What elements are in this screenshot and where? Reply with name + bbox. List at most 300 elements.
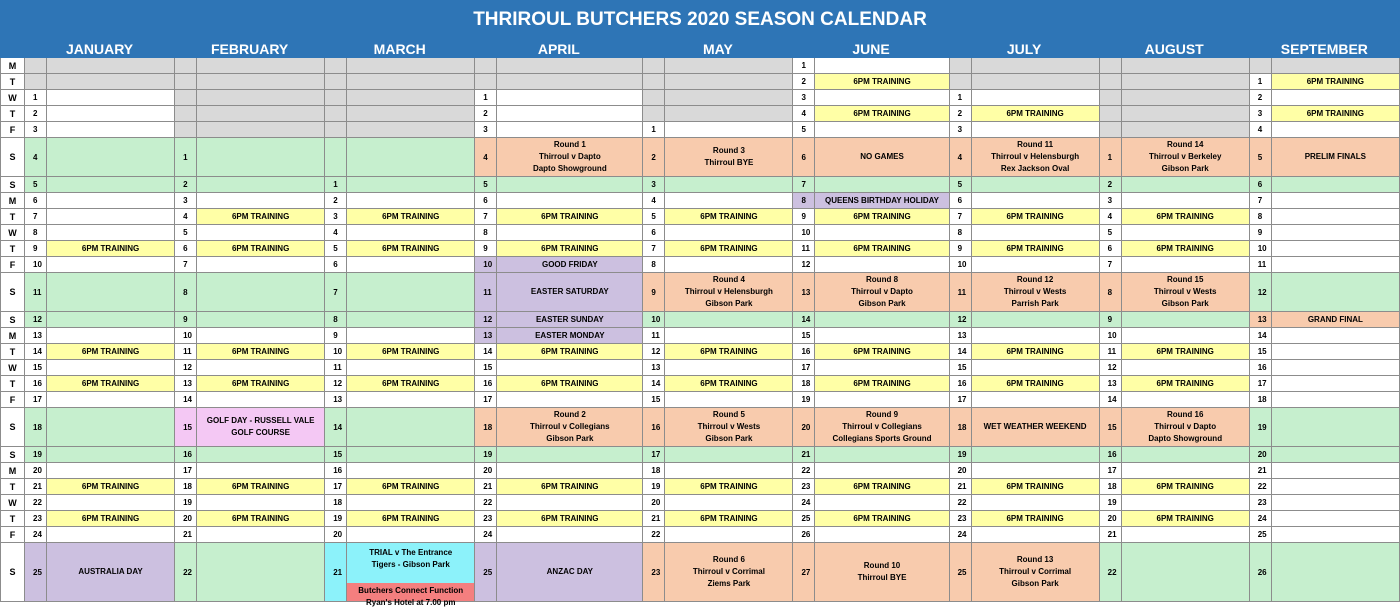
event-cell — [815, 122, 949, 138]
event-cell: NO GAMES — [815, 138, 949, 177]
event-cell — [197, 543, 325, 602]
event-cell: 6PM TRAINING — [497, 209, 643, 225]
day-number: 22 — [949, 495, 971, 511]
day-number: 16 — [793, 344, 815, 360]
day-number: 11 — [25, 273, 47, 312]
event-cell — [1271, 392, 1399, 408]
day-number — [325, 138, 347, 177]
day-number: 19 — [643, 479, 665, 495]
day-number: 4 — [793, 106, 815, 122]
event-cell: 6PM TRAINING — [1271, 106, 1399, 122]
day-number: 23 — [949, 511, 971, 527]
day-number — [175, 90, 197, 106]
day-number: 15 — [25, 360, 47, 376]
header-corner — [1, 41, 25, 58]
event-cell: Round 2 Thirroul v Collegians Gibson Park — [497, 408, 643, 447]
day-number: 24 — [793, 495, 815, 511]
day-number: 18 — [1249, 392, 1271, 408]
day-number: 17 — [475, 392, 497, 408]
event-cell — [47, 193, 175, 209]
event-cell: 6PM TRAINING — [1121, 209, 1249, 225]
day-number: 2 — [325, 193, 347, 209]
day-number: 25 — [949, 543, 971, 602]
month-header-row — [1, 41, 1400, 58]
day-number — [25, 74, 47, 90]
event-cell — [197, 312, 325, 328]
month-header-august: AUGUST — [1099, 41, 1249, 58]
day-number: 6 — [325, 257, 347, 273]
event-cell — [815, 90, 949, 106]
event-cell — [1121, 90, 1249, 106]
event-cell — [47, 106, 175, 122]
day-number: 23 — [25, 511, 47, 527]
day-number: 15 — [949, 360, 971, 376]
day-number: 21 — [643, 511, 665, 527]
event-cell: Round 14 Thirroul v Berkeley Gibson Park — [1121, 138, 1249, 177]
event-cell — [971, 360, 1099, 376]
month-header-january: JANUARY — [25, 41, 175, 58]
event-cell: 6PM TRAINING — [347, 376, 475, 392]
event-cell — [1121, 74, 1249, 90]
day-number: 5 — [1099, 225, 1121, 241]
event-cell: 6PM TRAINING — [347, 344, 475, 360]
day-number: 24 — [949, 527, 971, 543]
event-cell — [1121, 257, 1249, 273]
day-number: 15 — [793, 328, 815, 344]
day-number: 13 — [475, 328, 497, 344]
event-cell — [347, 122, 475, 138]
day-number: 7 — [793, 177, 815, 193]
day-number: 16 — [475, 376, 497, 392]
calendar-row — [1, 122, 1400, 138]
day-number: 8 — [475, 225, 497, 241]
event-cell — [1121, 543, 1249, 602]
day-number: 6 — [793, 138, 815, 177]
day-number: 10 — [793, 225, 815, 241]
event-cell — [1121, 225, 1249, 241]
day-number: 17 — [325, 479, 347, 495]
event-cell — [815, 58, 949, 74]
day-number: 5 — [175, 225, 197, 241]
day-number — [1099, 90, 1121, 106]
day-number: 10 — [475, 257, 497, 273]
event-cell: AUSTRALIA DAY — [47, 543, 175, 602]
calendar-row — [1, 511, 1400, 527]
day-number: 11 — [949, 273, 971, 312]
day-number — [325, 90, 347, 106]
event-cell — [1271, 360, 1399, 376]
day-number: 14 — [475, 344, 497, 360]
event-cell — [197, 447, 325, 463]
event-cell: 6PM TRAINING — [665, 511, 793, 527]
event-cell — [1271, 463, 1399, 479]
event-cell: 6PM TRAINING — [197, 344, 325, 360]
event-cell — [347, 138, 475, 177]
event-cell: 6PM TRAINING — [815, 209, 949, 225]
event-cell — [47, 209, 175, 225]
event-cell — [815, 495, 949, 511]
day-number: 5 — [325, 241, 347, 257]
calendar-row — [1, 241, 1400, 257]
event-cell — [1271, 193, 1399, 209]
event-cell: 6PM TRAINING — [47, 344, 175, 360]
event-cell — [347, 74, 475, 90]
event-cell — [197, 328, 325, 344]
event-cell — [1271, 511, 1399, 527]
day-number: 20 — [325, 527, 347, 543]
day-number: 18 — [325, 495, 347, 511]
day-number: 4 — [1099, 209, 1121, 225]
day-number: 14 — [949, 344, 971, 360]
event-cell — [1271, 495, 1399, 511]
event-cell — [665, 495, 793, 511]
weekday-label: T — [1, 344, 25, 360]
day-number: 16 — [1099, 447, 1121, 463]
day-number: 3 — [25, 122, 47, 138]
weekday-label: T — [1, 511, 25, 527]
weekday-label: T — [1, 241, 25, 257]
day-number: 8 — [949, 225, 971, 241]
day-number: 19 — [1099, 495, 1121, 511]
day-number: 1 — [1099, 138, 1121, 177]
day-number — [475, 58, 497, 74]
day-number: 26 — [1249, 543, 1271, 602]
day-number: 2 — [643, 138, 665, 177]
day-number: 11 — [1099, 344, 1121, 360]
event-cell: 6PM TRAINING — [497, 479, 643, 495]
event-cell: PRELIM FINALS — [1271, 138, 1399, 177]
event-cell — [1121, 58, 1249, 74]
event-cell — [665, 392, 793, 408]
day-number: 23 — [1249, 495, 1271, 511]
event-cell — [347, 463, 475, 479]
calendar-row — [1, 106, 1400, 122]
day-number: 2 — [175, 177, 197, 193]
day-number: 21 — [325, 543, 347, 602]
day-number: 15 — [175, 408, 197, 447]
day-number: 3 — [949, 122, 971, 138]
event-cell — [347, 408, 475, 447]
event-cell: 6PM TRAINING — [497, 241, 643, 257]
event-cell — [497, 74, 643, 90]
day-number: 4 — [25, 138, 47, 177]
day-number: 17 — [1249, 376, 1271, 392]
event-cell — [815, 527, 949, 543]
day-number: 24 — [25, 527, 47, 543]
day-number — [1099, 122, 1121, 138]
day-number — [25, 58, 47, 74]
event-cell — [665, 225, 793, 241]
event-cell: 6PM TRAINING — [665, 376, 793, 392]
event-cell — [971, 392, 1099, 408]
day-number — [175, 74, 197, 90]
event-cell — [1121, 193, 1249, 209]
event-cell — [497, 193, 643, 209]
weekday-label: M — [1, 193, 25, 209]
event-cell: 6PM TRAINING — [971, 376, 1099, 392]
day-number: 13 — [25, 328, 47, 344]
event-cell — [1271, 241, 1399, 257]
day-number: 7 — [643, 241, 665, 257]
day-number: 10 — [1249, 241, 1271, 257]
calendar-row — [1, 273, 1400, 312]
event-cell — [665, 122, 793, 138]
calendar-row — [1, 392, 1400, 408]
day-number: 9 — [25, 241, 47, 257]
event-cell — [1121, 122, 1249, 138]
day-number: 18 — [1099, 479, 1121, 495]
day-number: 6 — [1099, 241, 1121, 257]
day-number: 11 — [325, 360, 347, 376]
day-number: 2 — [1099, 177, 1121, 193]
day-number — [643, 74, 665, 90]
day-number: 11 — [475, 273, 497, 312]
event-cell — [347, 90, 475, 106]
calendar-row — [1, 312, 1400, 328]
day-number: 6 — [175, 241, 197, 257]
day-number: 20 — [949, 463, 971, 479]
event-cell — [1271, 225, 1399, 241]
day-number: 16 — [949, 376, 971, 392]
event-cell: 6PM TRAINING — [815, 241, 949, 257]
event-cell — [1271, 376, 1399, 392]
event-cell: 6PM TRAINING — [1121, 241, 1249, 257]
event-cell: Round 15 Thirroul v Wests Gibson Park — [1121, 273, 1249, 312]
day-number: 3 — [793, 90, 815, 106]
event-cell — [971, 177, 1099, 193]
event-cell — [47, 447, 175, 463]
day-number: 5 — [25, 177, 47, 193]
month-header-july: JULY — [949, 41, 1099, 58]
event-cell — [347, 273, 475, 312]
day-number: 20 — [793, 408, 815, 447]
event-cell — [971, 328, 1099, 344]
day-number: 21 — [475, 479, 497, 495]
event-cell — [197, 177, 325, 193]
day-number: 16 — [25, 376, 47, 392]
day-number: 9 — [475, 241, 497, 257]
event-cell: 6PM TRAINING — [971, 479, 1099, 495]
weekday-label: S — [1, 138, 25, 177]
day-number: 12 — [325, 376, 347, 392]
event-cell — [971, 495, 1099, 511]
event-cell: QUEENS BIRTHDAY HOLIDAY — [815, 193, 949, 209]
day-number: 6 — [1249, 177, 1271, 193]
event-cell — [665, 90, 793, 106]
event-cell: 6PM TRAINING — [197, 376, 325, 392]
day-number: 13 — [949, 328, 971, 344]
event-cell — [197, 273, 325, 312]
weekday-label: F — [1, 527, 25, 543]
calendar-row — [1, 90, 1400, 106]
event-cell — [1271, 122, 1399, 138]
event-cell — [347, 392, 475, 408]
day-number: 25 — [25, 543, 47, 602]
event-cell: 6PM TRAINING — [47, 241, 175, 257]
event-cell — [1121, 328, 1249, 344]
event-cell: 6PM TRAINING — [815, 511, 949, 527]
day-number: 8 — [175, 273, 197, 312]
day-number: 5 — [475, 177, 497, 193]
event-cell — [971, 74, 1099, 90]
event-cell: 6PM TRAINING — [971, 209, 1099, 225]
event-cell — [971, 447, 1099, 463]
day-number: 10 — [325, 344, 347, 360]
event-cell — [347, 447, 475, 463]
day-number — [325, 74, 347, 90]
day-number: 19 — [793, 392, 815, 408]
event-cell: 6PM TRAINING — [815, 74, 949, 90]
event-cell — [1121, 360, 1249, 376]
weekday-label: T — [1, 106, 25, 122]
weekday-label: F — [1, 392, 25, 408]
day-number: 7 — [1249, 193, 1271, 209]
day-number: 3 — [475, 122, 497, 138]
day-number: 24 — [475, 527, 497, 543]
day-number — [949, 58, 971, 74]
weekday-label: S — [1, 273, 25, 312]
event-cell — [971, 122, 1099, 138]
event-cell — [1271, 177, 1399, 193]
weekday-label: M — [1, 463, 25, 479]
day-number: 5 — [643, 209, 665, 225]
event-cell: Round 8 Thirroul v Dapto Gibson Park — [815, 273, 949, 312]
day-number — [643, 106, 665, 122]
event-cell — [47, 138, 175, 177]
day-number: 14 — [325, 408, 347, 447]
day-number: 6 — [475, 193, 497, 209]
event-cell: 6PM TRAINING — [665, 344, 793, 360]
day-number: 17 — [643, 447, 665, 463]
day-number: 7 — [475, 209, 497, 225]
event-cell — [347, 257, 475, 273]
day-number: 19 — [25, 447, 47, 463]
calendar-row — [1, 360, 1400, 376]
event-cell: 6PM TRAINING — [347, 479, 475, 495]
event-cell: 6PM TRAINING — [347, 209, 475, 225]
day-number: 2 — [793, 74, 815, 90]
day-number: 20 — [475, 463, 497, 479]
day-number: 4 — [325, 225, 347, 241]
event-cell — [971, 90, 1099, 106]
day-number: 5 — [793, 122, 815, 138]
day-number: 21 — [1099, 527, 1121, 543]
event-cell — [47, 257, 175, 273]
event-cell — [47, 225, 175, 241]
calendar-row — [1, 74, 1400, 90]
event-cell — [665, 328, 793, 344]
day-number: 21 — [25, 479, 47, 495]
day-number: 1 — [325, 177, 347, 193]
month-header-may: MAY — [643, 41, 793, 58]
event-cell — [497, 122, 643, 138]
event-cell — [1121, 106, 1249, 122]
day-number: 19 — [175, 495, 197, 511]
day-number: 20 — [1099, 511, 1121, 527]
day-number: 25 — [793, 511, 815, 527]
day-number: 13 — [1249, 312, 1271, 328]
march-function-event: Butchers Connect Function Ryan's Hotel at 7.00 pm — [347, 583, 474, 601]
day-number: 11 — [793, 241, 815, 257]
day-number: 9 — [793, 209, 815, 225]
day-number: 4 — [643, 193, 665, 209]
weekday-label: M — [1, 328, 25, 344]
event-cell: GOOD FRIDAY — [497, 257, 643, 273]
day-number: 18 — [793, 376, 815, 392]
event-cell — [47, 495, 175, 511]
day-number: 12 — [475, 312, 497, 328]
event-cell: 6PM TRAINING — [197, 209, 325, 225]
event-cell: 6PM TRAINING — [815, 106, 949, 122]
weekday-label: S — [1, 177, 25, 193]
day-number: 12 — [949, 312, 971, 328]
day-number: 1 — [25, 90, 47, 106]
event-cell: 6PM TRAINING — [665, 209, 793, 225]
calendar-row — [1, 328, 1400, 344]
event-cell: Round 4 Thirroul v Helensburgh Gibson Park — [665, 273, 793, 312]
event-cell — [665, 312, 793, 328]
day-number: 22 — [175, 543, 197, 602]
event-cell — [815, 225, 949, 241]
day-number — [949, 74, 971, 90]
event-cell: 6PM TRAINING — [971, 241, 1099, 257]
day-number: 8 — [1099, 273, 1121, 312]
day-number: 18 — [475, 408, 497, 447]
event-cell: Round 10 Thirroul BYE — [815, 543, 949, 602]
event-cell — [1121, 463, 1249, 479]
day-number: 18 — [949, 408, 971, 447]
day-number: 1 — [175, 138, 197, 177]
event-cell: 6PM TRAINING — [497, 511, 643, 527]
day-number: 13 — [1099, 376, 1121, 392]
day-number: 17 — [25, 392, 47, 408]
weekday-label: W — [1, 90, 25, 106]
day-number: 22 — [475, 495, 497, 511]
day-number: 1 — [793, 58, 815, 74]
day-number: 21 — [793, 447, 815, 463]
event-cell: 6PM TRAINING — [815, 376, 949, 392]
event-cell — [1271, 408, 1399, 447]
day-number — [643, 90, 665, 106]
event-cell — [815, 177, 949, 193]
event-cell — [1121, 177, 1249, 193]
event-cell — [1271, 90, 1399, 106]
weekday-label: S — [1, 408, 25, 447]
calendar-row — [1, 527, 1400, 543]
calendar-row — [1, 209, 1400, 225]
event-cell — [47, 463, 175, 479]
month-header-march: MARCH — [325, 41, 475, 58]
event-cell — [47, 273, 175, 312]
day-number: 13 — [325, 392, 347, 408]
event-cell — [197, 463, 325, 479]
day-number: 4 — [949, 138, 971, 177]
calendar-row — [1, 344, 1400, 360]
event-cell — [347, 58, 475, 74]
event-cell — [971, 193, 1099, 209]
event-cell: Round 5 Thirroul v Wests Gibson Park — [665, 408, 793, 447]
event-cell — [497, 58, 643, 74]
event-cell — [347, 106, 475, 122]
day-number: 22 — [643, 527, 665, 543]
event-cell — [347, 328, 475, 344]
event-cell: 6PM TRAINING — [971, 511, 1099, 527]
day-number: 16 — [325, 463, 347, 479]
event-cell: 6PM TRAINING — [497, 344, 643, 360]
day-number: 12 — [793, 257, 815, 273]
event-cell: 6PM TRAINING — [197, 511, 325, 527]
month-header-april: APRIL — [475, 41, 643, 58]
